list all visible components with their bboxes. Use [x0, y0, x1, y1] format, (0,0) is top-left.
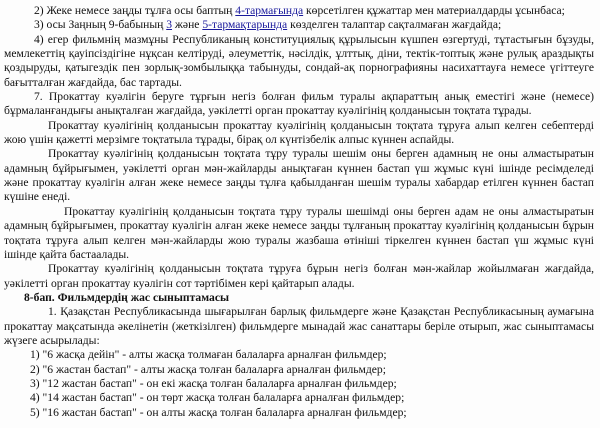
- suspension-term-paragraph: Прокаттау куәлігінің қолданысын прокаттау куәлігінің қолданысын тоқтата тұруға алып келген себептерді жою үшін қажетті мерзімге тоқтатыла тұрады, бірақ ол күнтізбелік алпыс күннен аспайды.: [4, 118, 594, 147]
- clause-2-text-a: 2) Жеке немесе заңды тұлға осы баптың: [34, 4, 236, 17]
- age-category-item: 5) "16 жастан бастап" - он алты жасқа толған балаларға арналған фильмдер;: [30, 405, 407, 419]
- clause-2-text-b: көрсетілген құжаттар мен материалдарды ұсынбаса;: [303, 4, 565, 17]
- age-category-item: 1) "6 жасқа дейін" - алты жасқа толмаған балаларға арналған фильмдер;: [30, 348, 387, 362]
- clause-4: 4) егер фильмнің мазмұны Республиканың конституциялық құрылысын күшпен өзгертуді, тұтастығын бұзуды, мемлекеттің қауіпсіздігіне нұқсан келтіруді, әлеуметтік, нәсілдік, ұлттық, діни, тектік-топтық және рулық араздықты қоздыруды, қатыгездік пен зорлық-зомбылыққа табынуды, сондай-ақ порнографияны насихаттауға немесе үгіттеуге бағытталған жағдайда, бас тартады.: [4, 32, 594, 89]
- section-7-paragraph: 7. Прокаттау куәлігін беруге тұрғын негіз болған фильм туралы ақпараттың анық еместігі және (немесе) бұрмаланғандығы анықталған жағдайда, уәкілетті орган прокаттау куәлігінің қолданысын тоқтата тұрады.: [4, 90, 594, 118]
- resumption-paragraph: Прокаттау куәлігінің қолданысын тоқтата тұру туралы шешімді оны берген адам не оны алмастыратын адамның бұйрығымен, прокаттау куәлігін алған жеке немесе заңды тұлғаның прокаттау куәлігінің қолданысын бұрын тоқтата тұруға алып келген мән-жайларды жою туралы жазбаша өтініші тіркелген күннен бастап үш жұмыс күні ішінде қайта бастаалады.: [4, 204, 594, 261]
- link-paragraph-5[interactable]: 5-тармақтарында: [202, 18, 288, 32]
- age-category-item: 4) "14 жастан бастап" - он төрт жасқа толған балаларға арналған фильмдер;: [30, 391, 405, 405]
- clause-3-text-c: көзделген талаптар сақталмаған жағдайда;: [287, 18, 502, 32]
- clause-3-text-a: 3) осы Заңның 9-бабының: [34, 18, 167, 32]
- suspension-decision-paragraph: Прокаттау куәлігінің қолданысын тоқтата тұру туралы шешім оны берген адамның не оны алмастыратын адамның бұйрығымен, уәкілетті орган мән-жайларды анықтаған күннен бастап үш жұмыс күні ішінде ресімделеді және прокаттау куәлігін алған жеке немесе заңды тұлға қабылданған шешім туралы хабардар етілген күннен бастап күшіне енеді.: [4, 147, 594, 204]
- clause-3: [4, 18, 594, 32]
- link-paragraph-3[interactable]: 3: [166, 18, 173, 32]
- age-category-item: 3) "12 жастан бастап" - он екі жасқа толған балаларға арналған фильмдер;: [30, 376, 397, 390]
- revocation-paragraph: Прокаттау куәлігінің қолданысын тоқтата тұруға бұрын негіз болған мән-жайлар жойылмаған жағдайда, уәкілетті орган прокаттау куәлігін сот тәртібімен кері қайтарып алады.: [4, 262, 594, 290]
- article-8-clause-1: 1. Қазақстан Республикасында шығарылған барлық фильмдерге және Қазақстан Республикасының аумағына прокаттау мақсатында әкелінетін (жеткізілген) фильмдерге мынадай жас санаттары беріле отырып, жас сыныптамасы жүзеге асырылады:: [4, 305, 594, 347]
- clause-2: [4, 4, 594, 18]
- link-paragraph-4[interactable]: 4-тармағында: [235, 4, 304, 17]
- article-8-heading: 8-бап. Фильмдердің жас сыныптамасы: [24, 290, 230, 304]
- age-category-item: 2) "6 жастан бастап" - алты жасқа толған балаларға арналған фильмдер;: [30, 362, 386, 376]
- clause-3-text-b: және: [172, 18, 203, 32]
